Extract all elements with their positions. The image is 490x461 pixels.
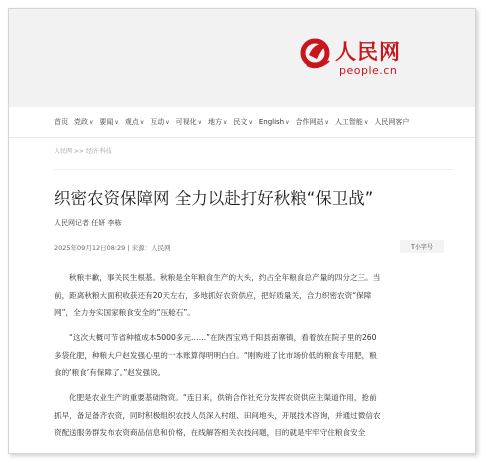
nav-item[interactable]	[54, 117, 68, 127]
nav-item[interactable]	[335, 117, 368, 127]
nav-item-label: 人工智能	[334, 118, 363, 126]
paragraph-line: 化肥是农业生产的重要基础物资。“连日来，供销合作社充分发挥农资供应主渠道作用，抢前	[69, 393, 377, 402]
nav-item-label: 地方	[208, 118, 223, 126]
nav-item-label: English	[258, 118, 285, 126]
article-title: 织密农资保障网 全力以赴打好秋粮“保卫战”	[54, 189, 374, 208]
chevron-down-icon: ∨	[114, 118, 119, 126]
chevron-down-icon: ∨	[197, 118, 203, 126]
nav-item-label: 人民网客户	[374, 118, 410, 126]
chevron-down-icon: ∨	[248, 118, 253, 126]
article-meta: 2025年09月12日08:29 | 来源：人民网	[54, 244, 171, 252]
browser-page-frame	[8, 8, 476, 454]
nav-item-label: 合作网站	[295, 118, 324, 126]
nav-item-label: 观点	[124, 118, 139, 126]
divider	[54, 169, 454, 170]
nav-item-label: 民文	[233, 118, 248, 126]
nav-item[interactable]	[176, 117, 202, 127]
nav-item-label: 党政	[74, 118, 88, 126]
paragraph-line: 网”，全力夯实国家粮食安全的“压舱石”。	[54, 308, 195, 317]
nav-item-label: 可视化	[175, 118, 197, 126]
chevron-down-icon: ∨	[285, 118, 290, 126]
paragraph-line: 前，距离秋粮大面积收获还有20天左右，多地抓好农资供应，把好质量关，合力织密农资“保障	[54, 290, 372, 300]
nav-item-label: 要闻	[99, 118, 114, 126]
nav-item[interactable]	[150, 117, 169, 127]
nav-item[interactable]	[233, 117, 252, 127]
chevron-down-icon: ∨	[324, 118, 329, 126]
nav-item[interactable]	[259, 118, 290, 126]
breadcrumb[interactable]: 人民网 >> 经济·科技	[54, 148, 112, 155]
article-author: 人民网记者 任妍 李栋	[54, 219, 122, 227]
paragraph-line: 秋粮丰歉，事关民生根基。秋粮是全年粮食生产的大头，约占全年粮食总产量的四分之三。当	[69, 273, 381, 282]
article-paragraph	[54, 329, 444, 382]
chevron-down-icon: ∨	[165, 118, 170, 126]
brand-name[interactable]: 人民网	[335, 39, 401, 64]
site-header	[9, 9, 475, 107]
nav-items	[54, 107, 415, 137]
nav-item[interactable]	[74, 117, 93, 127]
brand-domain[interactable]: people.cn	[339, 64, 398, 77]
paragraph-line: “这次大概可节省种植成本5000多元……”在陕西宝鸡千阳县南寨镇，看着放在院子里的260	[69, 333, 377, 342]
chevron-down-icon: ∨	[89, 118, 94, 126]
nav-item-label: 互动	[150, 118, 165, 126]
chevron-down-icon: ∨	[223, 118, 228, 126]
nav-item[interactable]	[296, 117, 329, 127]
nav-item[interactable]	[125, 117, 144, 127]
article-paragraph	[54, 389, 444, 442]
nav-item-label: 首页	[54, 118, 68, 126]
nav-item[interactable]	[208, 117, 227, 127]
font-size-button[interactable]: T小字号	[400, 240, 444, 253]
paragraph-line: 多袋化肥，种粮大户赵发强心里的一本账算得明明白白。“刚购进了比市场价低的粮食专用肥，粮	[54, 350, 377, 360]
paragraph-line: 食的‘粮食’有保障了。”赵发强说。	[54, 368, 166, 377]
chevron-down-icon: ∨	[363, 118, 369, 126]
nav-item[interactable]	[374, 117, 409, 127]
nav-item[interactable]	[99, 117, 118, 127]
main-navigation	[9, 107, 475, 138]
article-paragraph	[54, 269, 444, 322]
paragraph-line: 抓早，备足备齐农资，同时积极组织农技人员深入村组、田间地头，开展技术咨询，并通过微信农	[54, 410, 381, 420]
chevron-down-icon: ∨	[139, 118, 145, 126]
paragraph-line: 资配送服务群发布农资商品信息和价格，在线解答相关农技问题，目的就是牢牢守住粮食安全	[54, 428, 366, 437]
